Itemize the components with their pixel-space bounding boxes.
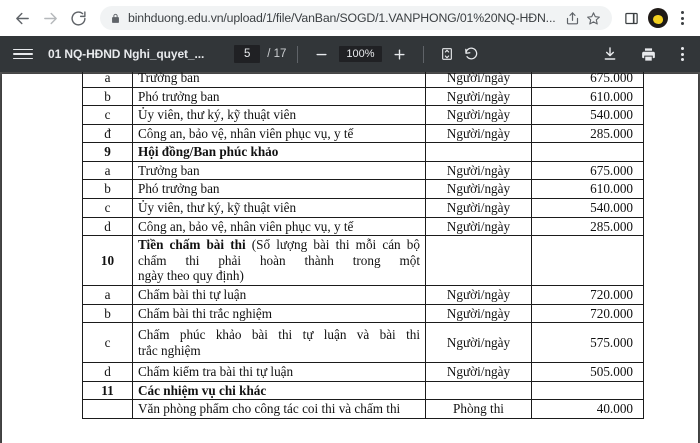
profile-avatar[interactable] <box>648 8 668 28</box>
row-amount: 505.000 <box>532 363 644 382</box>
download-icon[interactable] <box>598 42 622 66</box>
row-index: 9 <box>83 143 133 162</box>
row-desc: Công an, bảo vệ, nhân viên phục vụ, y tế <box>133 124 426 143</box>
pdf-document-title: 01 NQ-HĐND Nghi_quyet_... <box>48 47 205 61</box>
row-amount <box>532 143 644 162</box>
table-row <box>83 323 644 363</box>
pdf-toolbar-actions <box>598 42 690 66</box>
row-index: 10 <box>83 236 133 286</box>
toolbar-divider-2 <box>423 46 424 63</box>
row-desc-line2: ngày theo quy định) <box>138 268 244 284</box>
row-desc: Phó trưởng ban <box>133 180 426 199</box>
document-outline-toggle-icon[interactable] <box>10 41 36 67</box>
zoom-level-value[interactable]: 100% <box>339 46 381 62</box>
row-amount: 40.000 <box>532 400 644 419</box>
row-amount: 540.000 <box>532 199 644 218</box>
page-total-label: / 17 <box>267 48 287 60</box>
zoom-in-button[interactable] <box>388 42 412 66</box>
row-index: b <box>83 304 133 323</box>
row-amount: 610.000 <box>532 180 644 199</box>
row-index: c <box>83 323 133 363</box>
row-amount <box>532 236 644 286</box>
table-row <box>83 199 644 218</box>
row-desc: Trưởng ban <box>133 161 426 180</box>
row-index: 11 <box>83 381 133 400</box>
bookmark-star-icon[interactable] <box>583 11 604 26</box>
row-unit: Người/ngày <box>426 87 532 106</box>
row-unit: Người/ngày <box>426 285 532 304</box>
row-unit <box>426 381 532 400</box>
row-desc: Chấm bài thi trắc nghiệm <box>133 304 426 323</box>
row-desc <box>133 323 426 363</box>
row-desc: Công an, bảo vệ, nhân viên phục vụ, y tế <box>133 217 426 236</box>
row-desc: Chấm kiểm tra bài thi tự luận <box>133 363 426 382</box>
toolbar-divider-1 <box>297 46 298 63</box>
fit-to-page-icon[interactable] <box>435 42 459 66</box>
row-desc: Trưởng ban <box>133 72 426 87</box>
row-desc <box>133 236 426 286</box>
row-amount: 575.000 <box>532 323 644 363</box>
row-unit: Người/ngày <box>426 161 532 180</box>
row-amount <box>532 381 644 400</box>
row-index: b <box>83 87 133 106</box>
row-unit: Người/ngày <box>426 124 532 143</box>
row-desc: Hội đồng/Ban phúc khảo <box>133 143 426 162</box>
row-desc: Ủy viên, thư ký, kỹ thuật viên <box>133 199 426 218</box>
row-unit: Phòng thi <box>426 400 532 419</box>
row-desc-line2: trắc nghiệm <box>138 342 201 358</box>
row-amount: 610.000 <box>532 87 644 106</box>
row-unit: Người/ngày <box>426 217 532 236</box>
table-row <box>83 72 644 87</box>
side-panel-icon[interactable] <box>618 5 644 31</box>
rotate-counterclockwise-icon[interactable] <box>459 42 483 66</box>
fee-schedule-table <box>82 72 644 419</box>
row-amount: 285.000 <box>532 217 644 236</box>
pdf-page-5 <box>2 74 698 443</box>
row-index: a <box>83 72 133 87</box>
row-index <box>83 400 133 419</box>
table-row <box>83 161 644 180</box>
row-index: c <box>83 106 133 125</box>
row-index: d <box>83 363 133 382</box>
row-desc: Ủy viên, thư ký, kỹ thuật viên <box>133 106 426 125</box>
row-index: a <box>83 285 133 304</box>
row-desc: Phó trưởng ban <box>133 87 426 106</box>
table-row <box>83 106 644 125</box>
row-desc-rest: (Số lượng bài thi mỗi cán bộ chấm thi phải hoàn thành trong một <box>138 237 420 268</box>
share-icon[interactable] <box>562 11 583 26</box>
row-index: c <box>83 199 133 218</box>
page-number-input[interactable] <box>234 45 260 63</box>
row-index: d <box>83 217 133 236</box>
row-unit: Người/ngày <box>426 106 532 125</box>
chrome-menu-icon[interactable] <box>672 11 692 25</box>
pdf-more-actions-icon[interactable] <box>674 47 690 61</box>
page-navigation <box>234 45 286 63</box>
row-amount: 720.000 <box>532 304 644 323</box>
table-row <box>83 304 644 323</box>
browser-toolbar <box>0 0 700 36</box>
row-amount: 720.000 <box>532 285 644 304</box>
row-unit: Người/ngày <box>426 199 532 218</box>
row-amount: 675.000 <box>532 72 644 87</box>
table-row <box>83 363 644 382</box>
back-button[interactable] <box>8 4 36 32</box>
row-unit: Người/ngày <box>426 72 532 87</box>
row-unit: Người/ngày <box>426 304 532 323</box>
pdf-viewer-canvas[interactable] <box>0 72 700 443</box>
row-amount: 675.000 <box>532 161 644 180</box>
row-index: b <box>83 180 133 199</box>
url-text: binhduong.edu.vn/upload/1/file/VanBan/SOGD/1.VANPHONG/01%20NQ-HĐN... <box>128 11 556 25</box>
row-desc-line1 <box>138 237 420 268</box>
row-index: đ <box>83 124 133 143</box>
table-row-group-note <box>83 236 644 286</box>
row-desc-line1: Chấm phúc khảo bài thi tự luận và bài thi <box>138 327 420 343</box>
row-desc: Văn phòng phẩm cho công tác coi thi và chấm thi <box>133 400 426 419</box>
row-unit: Người/ngày <box>426 323 532 363</box>
table-row <box>83 87 644 106</box>
row-index: a <box>83 161 133 180</box>
row-unit: Người/ngày <box>426 363 532 382</box>
zoom-out-button[interactable] <box>309 42 333 66</box>
row-desc-bold: Tiền chấm bài thi <box>138 237 246 253</box>
table-row <box>83 124 644 143</box>
forward-button[interactable] <box>36 4 64 32</box>
table-row <box>83 217 644 236</box>
table-row <box>83 400 644 419</box>
row-amount: 285.000 <box>532 124 644 143</box>
address-bar[interactable] <box>100 6 612 30</box>
row-amount: 540.000 <box>532 106 644 125</box>
print-icon[interactable] <box>636 42 660 66</box>
table-row-group <box>83 143 644 162</box>
reload-button[interactable] <box>64 4 92 32</box>
pdf-viewer-toolbar <box>0 36 700 72</box>
table-body <box>83 72 644 418</box>
row-unit <box>426 236 532 286</box>
lock-icon <box>110 13 121 24</box>
row-desc: Chấm bài thi tự luận <box>133 285 426 304</box>
row-unit: Người/ngày <box>426 180 532 199</box>
table-row <box>83 180 644 199</box>
table-row <box>83 285 644 304</box>
table-row-group <box>83 381 644 400</box>
row-desc: Các nhiệm vụ chi khác <box>133 381 426 400</box>
row-unit <box>426 143 532 162</box>
